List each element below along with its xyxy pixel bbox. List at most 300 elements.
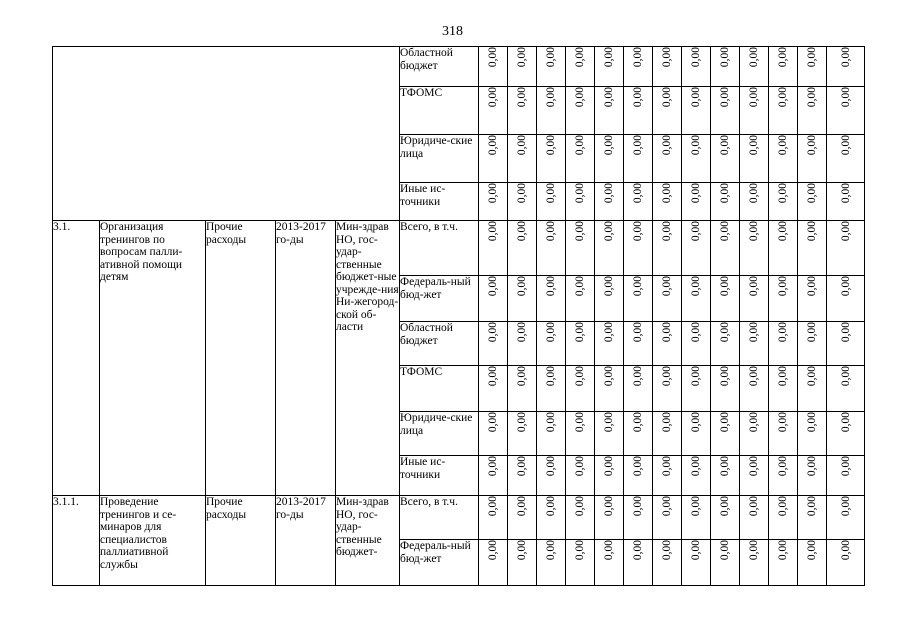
value-cell: [769, 183, 798, 221]
value-cell: [711, 496, 740, 540]
value-text: 0,00: [661, 135, 673, 156]
source-label: Всего, в т.ч.: [400, 496, 479, 540]
value-cell: [479, 87, 508, 135]
value-cell: [595, 183, 624, 221]
value-cell: [740, 366, 769, 412]
value-cell: [711, 412, 740, 456]
value-text: 0,00: [487, 366, 499, 387]
value-text: 0,00: [839, 496, 852, 517]
value-text: 0,00: [574, 412, 586, 433]
value-text: 0,00: [777, 540, 789, 561]
value-cell: [711, 540, 740, 586]
value-text: 0,00: [487, 276, 499, 297]
value-cell: [769, 540, 798, 586]
value-text: 0,00: [632, 47, 644, 68]
value-text: 0,00: [839, 322, 852, 343]
value-cell: [537, 183, 566, 221]
value-text: 0,00: [777, 183, 789, 204]
value-cell: [653, 412, 682, 456]
value-cell: [566, 540, 595, 586]
value-cell: [740, 221, 769, 276]
value-text: 0,00: [603, 221, 615, 242]
value-cell: [827, 183, 865, 221]
value-cell: [769, 322, 798, 366]
value-cell: [827, 135, 865, 183]
value-text: 0,00: [748, 540, 760, 561]
value-text: 0,00: [632, 496, 644, 517]
value-cell: [798, 540, 827, 586]
value-text: 0,00: [632, 221, 644, 242]
value-cell: [508, 135, 537, 183]
table-body: [53, 47, 865, 586]
value-text: 0,00: [603, 540, 615, 561]
value-cell: [479, 135, 508, 183]
value-text: 0,00: [603, 366, 615, 387]
value-cell: [566, 276, 595, 322]
value-text: 0,00: [748, 87, 760, 108]
value-cell: [595, 366, 624, 412]
value-text: 0,00: [574, 47, 586, 68]
table-row: [53, 47, 865, 87]
value-text: 0,00: [632, 87, 644, 108]
value-cell: [827, 47, 865, 87]
value-cell: [508, 366, 537, 412]
value-text: 0,00: [545, 496, 557, 517]
value-cell: [624, 87, 653, 135]
value-text: 0,00: [806, 47, 818, 68]
value-cell: [508, 540, 537, 586]
value-text: 0,00: [516, 540, 528, 561]
value-cell: [566, 47, 595, 87]
value-cell: [479, 366, 508, 412]
value-text: 0,00: [545, 322, 557, 343]
value-text: 0,00: [719, 456, 731, 477]
source-label: ТФОМС: [400, 366, 479, 412]
value-text: 0,00: [487, 412, 499, 433]
value-cell: [682, 183, 711, 221]
value-text: 0,00: [545, 135, 557, 156]
value-text: 0,00: [574, 496, 586, 517]
value-text: 0,00: [777, 221, 789, 242]
value-cell: [682, 276, 711, 322]
value-text: 0,00: [839, 276, 852, 297]
value-cell: [566, 456, 595, 496]
value-cell: [479, 496, 508, 540]
value-cell: [595, 496, 624, 540]
value-text: 0,00: [603, 496, 615, 517]
value-cell: [798, 456, 827, 496]
executor: Мин-здрав НО, гос-удар-ственные бюджет-: [336, 496, 400, 586]
value-text: 0,00: [806, 276, 818, 297]
value-text: 0,00: [839, 221, 852, 242]
value-text: 0,00: [545, 87, 557, 108]
value-text: 0,00: [603, 135, 615, 156]
value-cell: [537, 47, 566, 87]
value-text: 0,00: [806, 87, 818, 108]
value-text: 0,00: [839, 47, 852, 68]
value-text: 0,00: [487, 540, 499, 561]
value-cell: [798, 47, 827, 87]
value-cell: [595, 322, 624, 366]
value-text: 0,00: [661, 47, 673, 68]
value-cell: [798, 322, 827, 366]
value-cell: [827, 496, 865, 540]
value-cell: [479, 276, 508, 322]
value-text: 0,00: [661, 221, 673, 242]
value-text: 0,00: [690, 87, 702, 108]
value-cell: [566, 412, 595, 456]
period: 2013-2017 го-ды: [276, 221, 336, 496]
value-cell: [566, 221, 595, 276]
value-cell: [740, 496, 769, 540]
value-text: 0,00: [806, 412, 818, 433]
value-text: 0,00: [574, 540, 586, 561]
value-cell: [798, 366, 827, 412]
value-cell: [595, 540, 624, 586]
value-text: 0,00: [839, 87, 852, 108]
value-text: 0,00: [719, 47, 731, 68]
value-cell: [827, 221, 865, 276]
value-cell: [653, 456, 682, 496]
source-label: Иные ис-точники: [400, 456, 479, 496]
item-number: 3.1.1.: [53, 496, 100, 586]
value-text: 0,00: [632, 183, 644, 204]
value-cell: [624, 540, 653, 586]
value-text: 0,00: [719, 221, 731, 242]
value-cell: [595, 47, 624, 87]
value-cell: [798, 496, 827, 540]
value-cell: [740, 87, 769, 135]
value-cell: [769, 47, 798, 87]
value-text: 0,00: [806, 183, 818, 204]
value-text: 0,00: [690, 276, 702, 297]
value-cell: [827, 456, 865, 496]
value-text: 0,00: [806, 540, 818, 561]
value-text: 0,00: [777, 456, 789, 477]
value-cell: [798, 412, 827, 456]
value-text: 0,00: [632, 322, 644, 343]
value-text: 0,00: [516, 412, 528, 433]
value-cell: [508, 496, 537, 540]
value-text: 0,00: [748, 221, 760, 242]
value-text: 0,00: [516, 496, 528, 517]
value-cell: [711, 221, 740, 276]
value-text: 0,00: [719, 276, 731, 297]
value-cell: [653, 496, 682, 540]
value-cell: [537, 540, 566, 586]
value-text: 0,00: [487, 135, 499, 156]
period: 2013-2017 го-ды: [276, 496, 336, 586]
value-text: 0,00: [487, 87, 499, 108]
value-cell: [508, 183, 537, 221]
value-text: 0,00: [748, 322, 760, 343]
value-text: 0,00: [806, 322, 818, 343]
value-text: 0,00: [839, 366, 852, 387]
value-cell: [653, 47, 682, 87]
value-text: 0,00: [545, 456, 557, 477]
value-text: 0,00: [516, 322, 528, 343]
value-text: 0,00: [839, 412, 852, 433]
value-text: 0,00: [839, 456, 852, 477]
source-label: Федераль-ный бюд-жет: [400, 540, 479, 586]
value-text: 0,00: [690, 412, 702, 433]
value-text: 0,00: [545, 183, 557, 204]
value-cell: [624, 322, 653, 366]
value-cell: [508, 87, 537, 135]
value-text: 0,00: [748, 183, 760, 204]
value-cell: [537, 135, 566, 183]
value-text: 0,00: [777, 496, 789, 517]
source-label: Иные ис-точники: [400, 183, 479, 221]
value-text: 0,00: [603, 456, 615, 477]
value-cell: [682, 540, 711, 586]
value-cell: [624, 135, 653, 183]
source-label: Областной бюджет: [400, 47, 479, 87]
value-text: 0,00: [690, 135, 702, 156]
value-cell: [508, 456, 537, 496]
value-cell: [566, 322, 595, 366]
value-text: 0,00: [777, 366, 789, 387]
value-cell: [682, 87, 711, 135]
value-cell: [682, 135, 711, 183]
value-cell: [711, 276, 740, 322]
value-cell: [537, 366, 566, 412]
value-cell: [508, 221, 537, 276]
value-text: 0,00: [719, 135, 731, 156]
value-cell: [798, 183, 827, 221]
value-text: 0,00: [719, 87, 731, 108]
value-text: 0,00: [487, 47, 499, 68]
value-text: 0,00: [839, 135, 852, 156]
value-text: 0,00: [545, 412, 557, 433]
value-cell: [653, 87, 682, 135]
value-cell: [711, 183, 740, 221]
value-cell: [740, 135, 769, 183]
value-cell: [595, 276, 624, 322]
value-cell: [479, 183, 508, 221]
item-name: Проведение тренингов и се-минаров для специалистов паллиативной службы: [100, 496, 206, 586]
value-text: 0,00: [603, 87, 615, 108]
value-cell: [595, 456, 624, 496]
value-text: 0,00: [487, 221, 499, 242]
value-cell: [740, 540, 769, 586]
value-text: 0,00: [661, 366, 673, 387]
value-cell: [798, 276, 827, 322]
value-text: 0,00: [690, 183, 702, 204]
value-text: 0,00: [487, 496, 499, 517]
table-row: [53, 221, 865, 276]
value-text: 0,00: [487, 183, 499, 204]
executor: Мин-здрав НО, гос-удар-ственные бюджет-ные учрежде-ния Ни-жегород-ской об-ласти: [336, 221, 400, 496]
value-cell: [624, 183, 653, 221]
value-cell: [827, 322, 865, 366]
value-text: 0,00: [661, 456, 673, 477]
value-cell: [537, 87, 566, 135]
value-cell: [769, 221, 798, 276]
value-text: 0,00: [748, 496, 760, 517]
value-cell: [740, 47, 769, 87]
source-label: Всего, в т.ч.: [400, 221, 479, 276]
value-text: 0,00: [516, 221, 528, 242]
value-cell: [740, 412, 769, 456]
source-label: Юридиче-ские лица: [400, 135, 479, 183]
value-text: 0,00: [777, 276, 789, 297]
value-text: 0,00: [748, 366, 760, 387]
value-text: 0,00: [661, 496, 673, 517]
value-text: 0,00: [748, 276, 760, 297]
value-cell: [479, 456, 508, 496]
value-text: 0,00: [603, 183, 615, 204]
value-cell: [537, 456, 566, 496]
source-label: Федераль-ный бюд-жет: [400, 276, 479, 322]
value-cell: [769, 87, 798, 135]
continuation-blank-cell: [53, 47, 400, 221]
value-text: 0,00: [806, 456, 818, 477]
value-text: 0,00: [777, 412, 789, 433]
value-cell: [537, 221, 566, 276]
value-cell: [537, 412, 566, 456]
value-cell: [682, 496, 711, 540]
value-text: 0,00: [690, 540, 702, 561]
value-text: 0,00: [690, 322, 702, 343]
value-cell: [508, 322, 537, 366]
value-text: 0,00: [661, 322, 673, 343]
value-cell: [682, 412, 711, 456]
value-cell: [827, 540, 865, 586]
value-text: 0,00: [487, 456, 499, 477]
value-text: 0,00: [690, 496, 702, 517]
value-text: 0,00: [719, 183, 731, 204]
value-text: 0,00: [690, 456, 702, 477]
source-label: ТФОМС: [400, 87, 479, 135]
value-text: 0,00: [574, 322, 586, 343]
value-text: 0,00: [574, 135, 586, 156]
value-cell: [653, 540, 682, 586]
source-label: Юридиче-ские лица: [400, 412, 479, 456]
value-text: 0,00: [806, 135, 818, 156]
value-text: 0,00: [545, 366, 557, 387]
value-cell: [682, 322, 711, 366]
value-cell: [566, 87, 595, 135]
value-cell: [769, 412, 798, 456]
value-cell: [595, 412, 624, 456]
page-number: 318: [442, 24, 463, 39]
value-text: 0,00: [690, 366, 702, 387]
value-cell: [827, 366, 865, 412]
value-cell: [537, 322, 566, 366]
value-cell: [827, 87, 865, 135]
value-cell: [624, 412, 653, 456]
value-text: 0,00: [632, 366, 644, 387]
value-cell: [595, 87, 624, 135]
value-cell: [653, 135, 682, 183]
value-cell: [566, 135, 595, 183]
value-cell: [653, 322, 682, 366]
value-cell: [740, 183, 769, 221]
value-text: 0,00: [777, 322, 789, 343]
value-cell: [566, 366, 595, 412]
value-text: 0,00: [516, 456, 528, 477]
value-cell: [508, 412, 537, 456]
value-text: 0,00: [545, 540, 557, 561]
value-text: 0,00: [516, 183, 528, 204]
value-cell: [537, 276, 566, 322]
value-cell: [566, 496, 595, 540]
value-text: 0,00: [574, 276, 586, 297]
value-text: 0,00: [690, 221, 702, 242]
value-cell: [624, 47, 653, 87]
value-cell: [769, 496, 798, 540]
value-cell: [682, 47, 711, 87]
value-cell: [740, 322, 769, 366]
value-cell: [682, 366, 711, 412]
value-text: 0,00: [603, 47, 615, 68]
value-text: 0,00: [545, 47, 557, 68]
value-cell: [653, 276, 682, 322]
value-text: 0,00: [516, 87, 528, 108]
value-text: 0,00: [516, 135, 528, 156]
value-cell: [682, 456, 711, 496]
value-cell: [653, 183, 682, 221]
item-number: 3.1.: [53, 221, 100, 496]
value-cell: [624, 366, 653, 412]
value-text: 0,00: [574, 456, 586, 477]
value-text: 0,00: [690, 47, 702, 68]
value-text: 0,00: [806, 221, 818, 242]
value-cell: [740, 276, 769, 322]
value-cell: [595, 135, 624, 183]
value-text: 0,00: [719, 496, 731, 517]
value-cell: [711, 87, 740, 135]
value-text: 0,00: [661, 87, 673, 108]
value-text: 0,00: [632, 135, 644, 156]
value-text: 0,00: [806, 496, 818, 517]
value-cell: [479, 221, 508, 276]
value-text: 0,00: [574, 87, 586, 108]
value-text: 0,00: [661, 412, 673, 433]
value-text: 0,00: [719, 322, 731, 343]
value-cell: [827, 276, 865, 322]
value-text: 0,00: [574, 366, 586, 387]
value-cell: [769, 135, 798, 183]
expense-type: Прочие расходы: [206, 221, 276, 496]
value-text: 0,00: [574, 221, 586, 242]
value-text: 0,00: [545, 276, 557, 297]
value-text: 0,00: [632, 276, 644, 297]
value-cell: [798, 87, 827, 135]
value-cell: [479, 412, 508, 456]
value-cell: [595, 221, 624, 276]
value-cell: [827, 412, 865, 456]
value-cell: [624, 221, 653, 276]
value-text: 0,00: [777, 135, 789, 156]
value-cell: [798, 135, 827, 183]
value-text: 0,00: [516, 366, 528, 387]
value-text: 0,00: [661, 183, 673, 204]
value-text: 0,00: [719, 412, 731, 433]
expense-type: Прочие расходы: [206, 496, 276, 586]
value-text: 0,00: [748, 135, 760, 156]
value-text: 0,00: [839, 540, 852, 561]
value-cell: [740, 456, 769, 496]
value-cell: [566, 183, 595, 221]
value-cell: [653, 366, 682, 412]
value-text: 0,00: [632, 540, 644, 561]
value-cell: [624, 276, 653, 322]
value-text: 0,00: [603, 412, 615, 433]
value-text: 0,00: [748, 47, 760, 68]
value-text: 0,00: [574, 183, 586, 204]
